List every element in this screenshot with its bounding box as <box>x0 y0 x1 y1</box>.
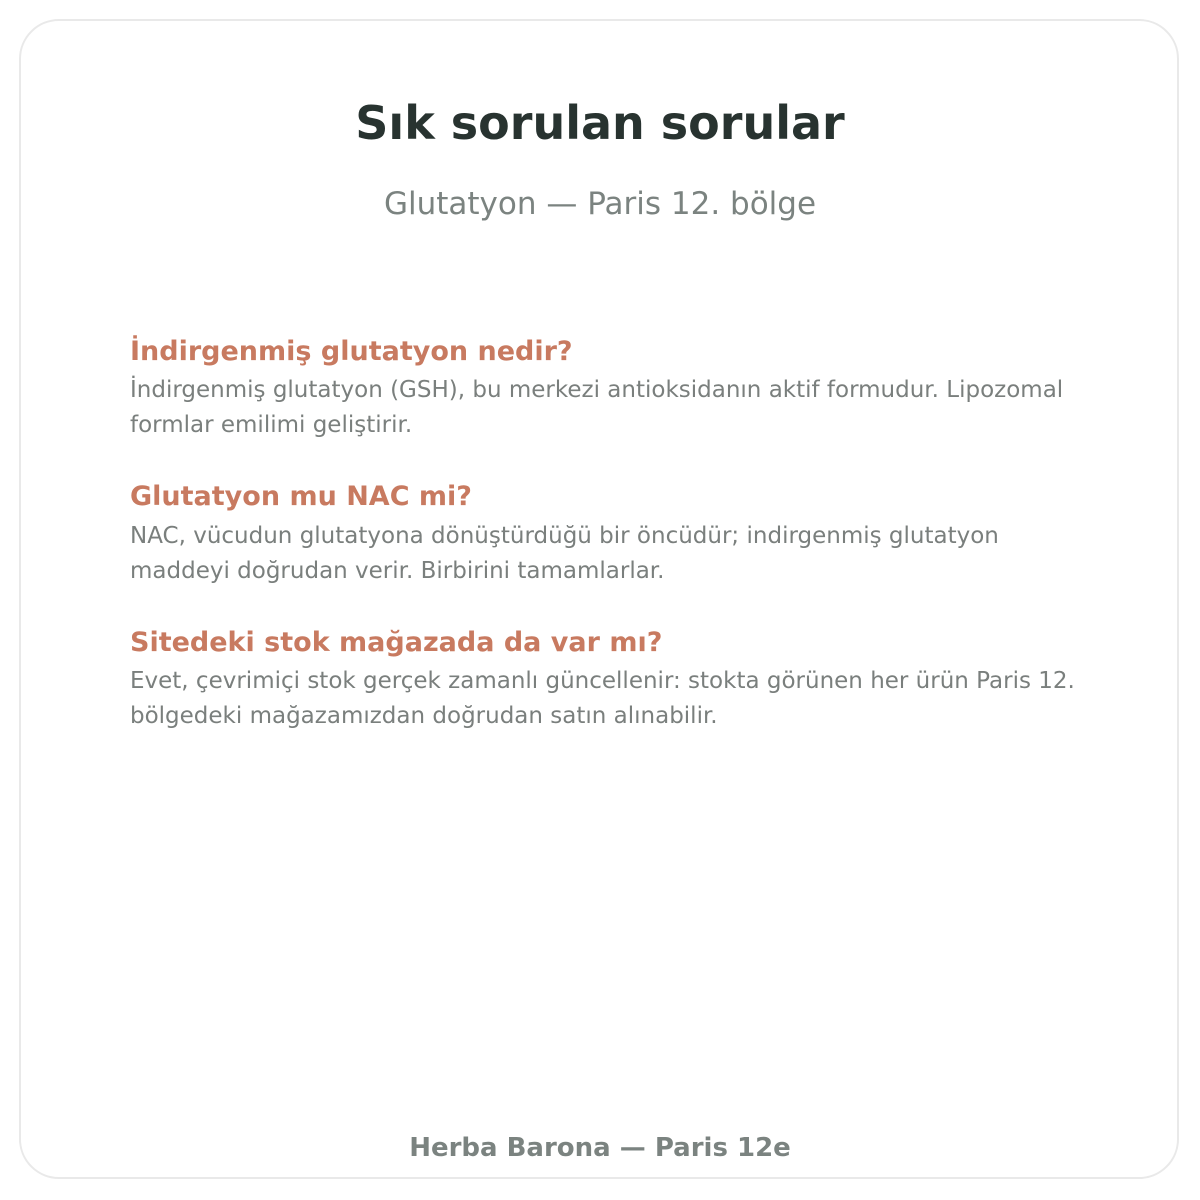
page-subtitle: Glutatyon — Paris 12. bölge <box>383 186 817 222</box>
footer-brand: Herba Barona — Paris 12e <box>409 1133 791 1163</box>
faq-item <box>130 334 1090 443</box>
faq-question: Sitedeki stok mağazada da var mı? <box>130 626 663 658</box>
faq-list <box>130 334 1090 770</box>
faq-item <box>130 625 1090 734</box>
faq-question: İndirgenmiş glutatyon nedir? <box>130 336 573 367</box>
page-title: Sık sorulan sorular <box>355 96 845 150</box>
faq-answer: NAC, vücudun glutatyona dönüştürdüğü bir öncüdür; indirgenmiş glutatyon maddeyi doğrudan verir. Birbirini tamamlarlar. <box>130 522 999 584</box>
faq-answer: İndirgenmiş glutatyon (GSH), bu merkezi antioksidanın aktif formudur. Lipozomal formlar emilimi geliştirir. <box>130 377 1064 439</box>
faq-item <box>130 479 1090 588</box>
faq-answer: Evet, çevrimiçi stok gerçek zamanlı güncellenir: stokta görünen her ürün Paris 12. bölgedeki mağazamızdan doğrudan satın alınabilir. <box>130 668 1075 730</box>
faq-question: Glutatyon mu NAC mi? <box>130 481 472 513</box>
